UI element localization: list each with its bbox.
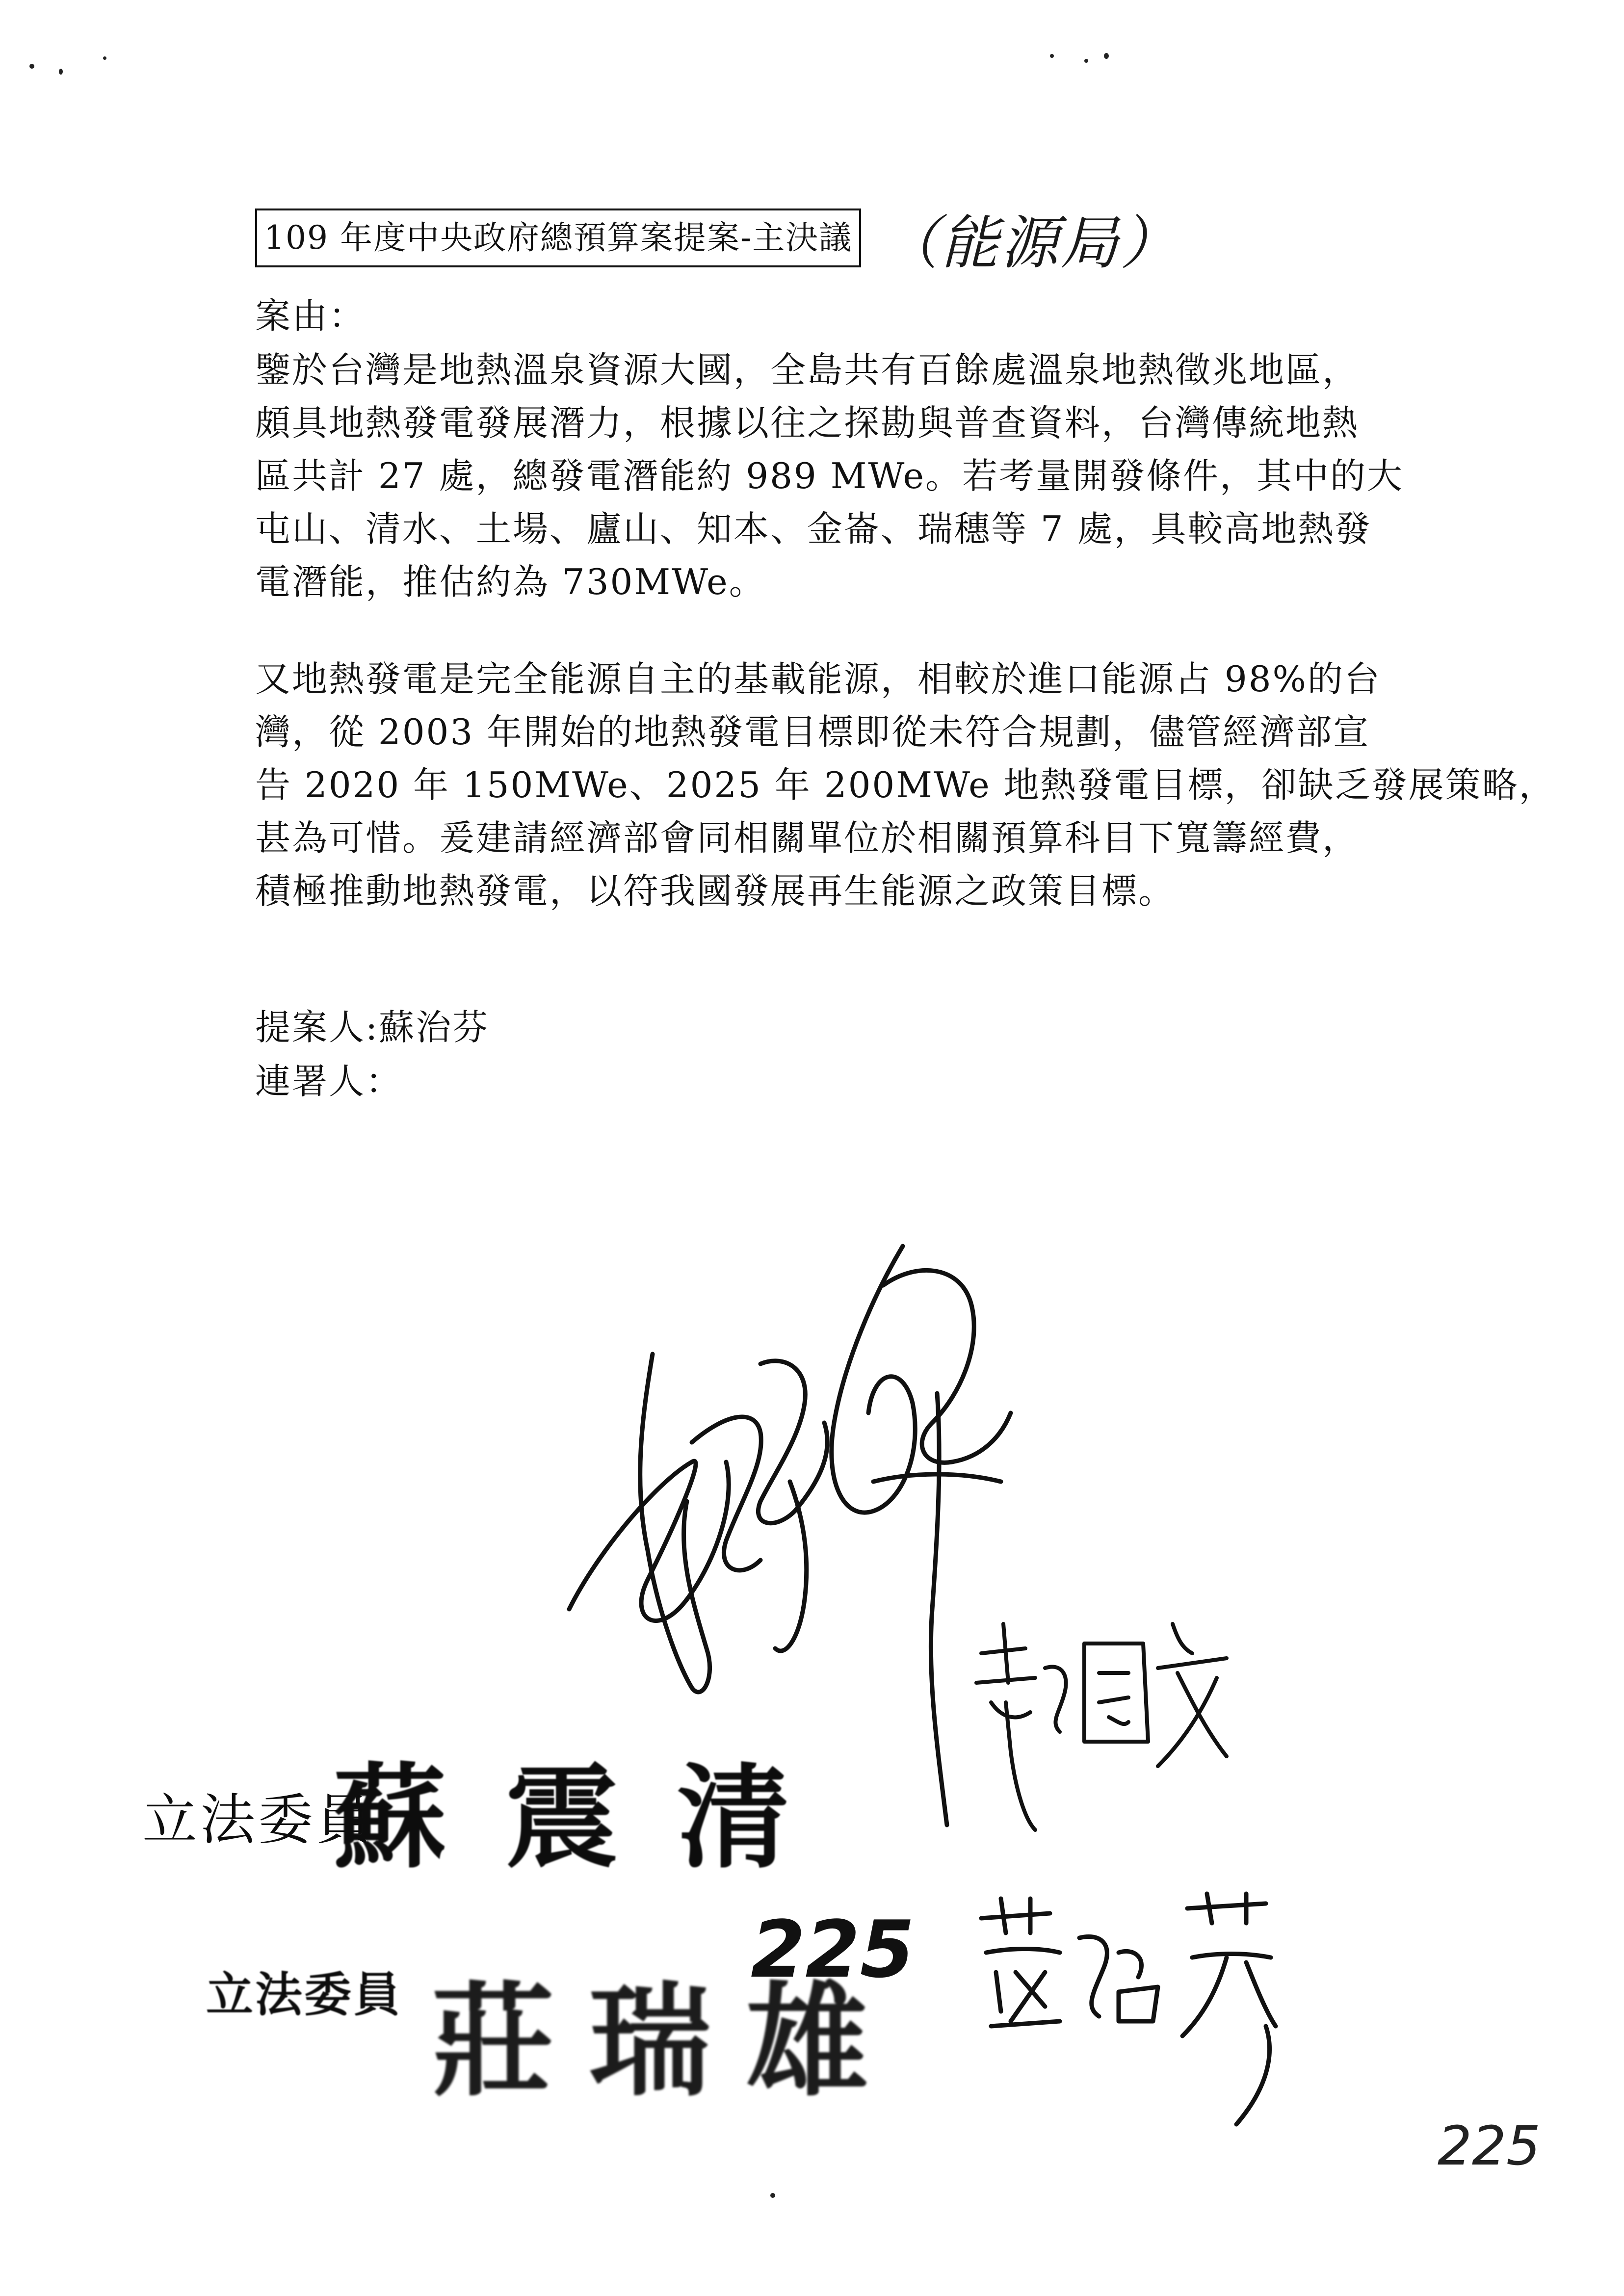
stamp-1-name: 蘇震清 xyxy=(334,1751,849,1884)
paragraph-1 xyxy=(255,343,1404,608)
title-row xyxy=(255,206,1180,277)
proposer-line: 提案人:蘇治芬 xyxy=(255,1007,490,1048)
paragraph-1-line: 鑒於台灣是地熱溫泉資源大國，全島共有百餘處溫泉地熱徵兆地區， xyxy=(255,349,1360,391)
paragraph-2-line: 積極推動地熱發電，以符我國發展再生能源之政策目標。 xyxy=(255,870,1176,912)
paragraph-1-line: 區共計 27 處，總發電潛能約 989 MWe。若考量開發條件，其中的大 xyxy=(255,455,1404,496)
page-number: 225 xyxy=(1438,2114,1541,2177)
paragraph-1-line: 屯山、清水、土場、廬山、知本、金崙、瑞穗等 7 處，具較高地熱發 xyxy=(255,508,1372,549)
paragraph-2-line: 告 2020 年 150MWe、2025 年 200MWe 地熱發電目標，卻缺乏發展策略， xyxy=(255,764,1556,806)
scan-speck xyxy=(770,2193,775,2198)
paragraph-2-line: 甚為可惜。爰建請經濟部會同相關單位於相關預算科目下寬籌經費， xyxy=(255,817,1360,859)
document-title: 109 年度中央政府總預算案提案-主決議 xyxy=(255,209,861,267)
stamp-2-label: 立法委員 xyxy=(206,1967,402,2022)
cosigner-line: 連署人： xyxy=(255,1061,403,1102)
scan-speck xyxy=(29,64,34,69)
signature-guo-text: 郭國文 xyxy=(962,1587,986,1596)
scan-speck xyxy=(1104,53,1109,59)
paragraph-1-line: 頗具地熱發電發展潛力，根據以往之探勘與普查資料，台灣傳統地熱 xyxy=(255,402,1360,444)
stamp-2-name: 莊瑞雄 xyxy=(432,1969,903,2113)
paragraph-2 xyxy=(255,652,1556,917)
handwritten-agency-note: （能源局） xyxy=(881,209,1180,277)
scan-speck xyxy=(1050,54,1054,58)
paragraph-2-line: 灣，從 2003 年開始的地熱發電目標即從未符合規劃，儘管經濟部宣 xyxy=(255,711,1370,753)
scan-speck xyxy=(103,56,106,60)
handwritten-signature-guo xyxy=(962,1587,1236,1840)
handwritten-signature-su xyxy=(971,1872,1325,2154)
handwritten-number: 225 xyxy=(751,1904,915,1995)
stamp-1-label: 立法委員 xyxy=(142,1788,374,1852)
scan-speck xyxy=(1084,59,1088,63)
reason-label: 案由： xyxy=(255,295,366,337)
scan-speck xyxy=(59,69,63,75)
paragraph-2-line: 又地熱發電是完全能源自主的基載能源，相較於進口能源占 98%的台 xyxy=(255,658,1381,700)
paragraph-1-line: 電潛能，推估約為 730MWe。 xyxy=(255,561,766,602)
signature-su-text: 蘇治芬 xyxy=(971,1872,995,1881)
